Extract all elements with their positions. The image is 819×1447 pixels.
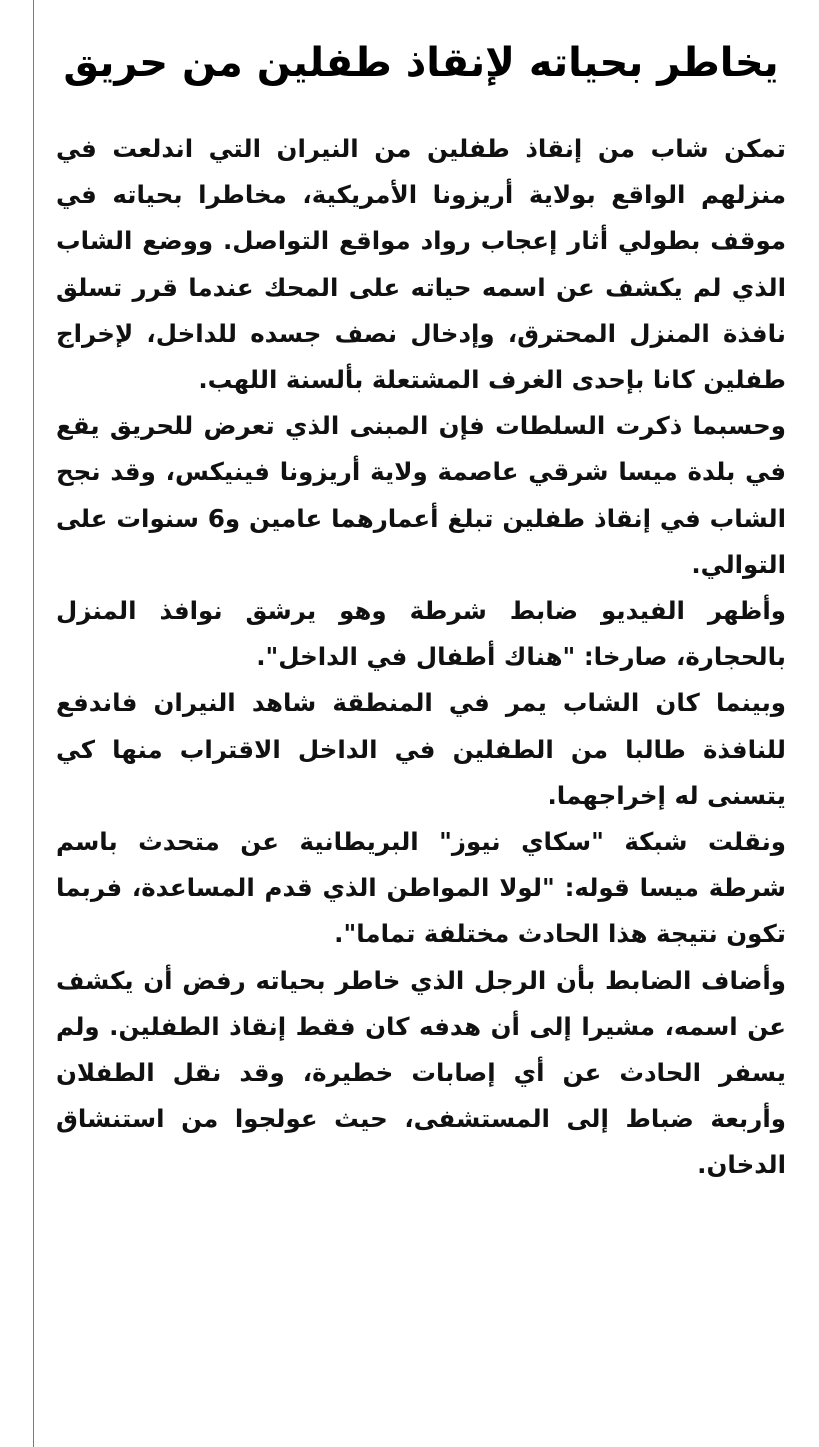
paragraph-6: وأضاف الضابط بأن الرجل الذي خاطر بحياته رفض أن يكشف عن اسمه، مشيرا إلى أن هدفه كان فقط إنقاذ الطفلين. ولم يسفر الحادث عن أي إصابات خطيرة، وقد نقل الطفلان وأربعة ضباط إلى المستشفى، حيث عولجوا من استنشاق الدخان.: [56, 965, 786, 1180]
paragraph-5: ونقلت شبكة "سكاي نيوز" البريطانية عن متحدث باسم شرطة ميسا قوله: "لولا المواطن الذي قدم المساعدة، فربما تكون نتيجة هذا الحادث مختلفة تماما".: [56, 827, 786, 949]
paragraph-4: وبينما كان الشاب يمر في المنطقة شاهد النيران فاندفع للنافذة طالبا من الطفلين في الداخل الاقتراب منها كي يتسنى له إخراجهما.: [56, 688, 786, 810]
column-rule: [33, 0, 34, 1447]
headline: يخاطر بحياته لإنقاذ طفلين من حريق: [63, 40, 779, 86]
article: [56, 20, 786, 1189]
paragraph-2: وحسبما ذكرت السلطات فإن المبنى الذي تعرض للحريق يقع في بلدة ميسا شرقي عاصمة ولاية أريزونا فينيكس، وقد نجح الشاب في إنقاذ طفلين تبلغ أعمارهما عامين و6 سنوات على التوالي.: [56, 411, 786, 579]
article-body: [56, 126, 786, 1189]
paragraph-3: وأظهر الفيديو ضابط شرطة وهو يرشق نوافذ المنزل بالحجارة، صارخا: "هناك أطفال في الداخل".: [56, 596, 786, 672]
paragraph-1: تمكن شاب من إنقاذ طفلين من النيران التي اندلعت في منزلهم الواقع بولاية أريزونا الأمريكية، مخاطرا بحياته في موقف بطولي أثار إعجاب رواد مواقع التواصل. ووضع الشاب الذي لم يكشف عن اسمه حياته على المحك عندما قرر تسلق نافذة المنزل المحترق، وإدخال نصف جسده للداخل، لإخراج طفلين كانا بإحدى الغرف المشتعلة بألسنة اللهب.: [56, 134, 786, 395]
